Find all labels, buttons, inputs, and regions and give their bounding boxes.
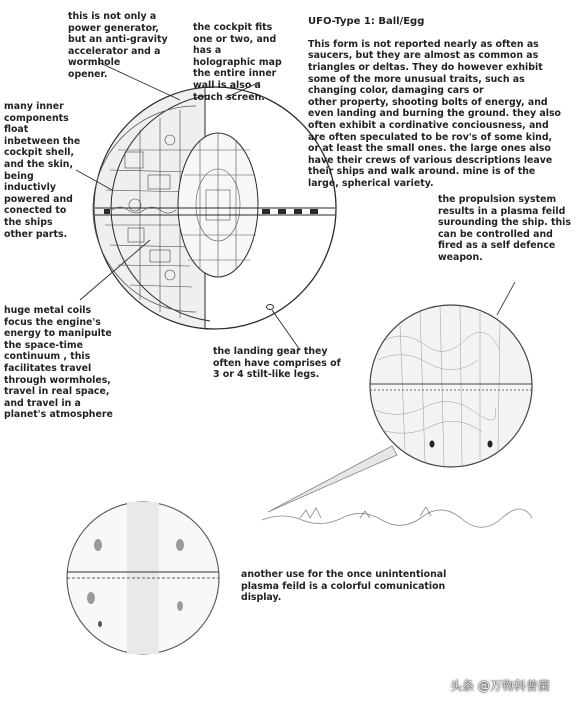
propulsion-note: the propulsion system results in a plasma feild surounding the ship. this can be controlled and fired as a self defence weapon.	[438, 194, 571, 263]
components-note: many inner components float inbetween the cockpit shell, and the skin, being inductivly powered and conected to the ships other parts.	[4, 101, 81, 240]
generator-note: this is not only a power generator, but an anti-gravity accelerator and a wormhole opener.	[68, 11, 168, 80]
display-note: another use for the once unintentional plasma feild is a colorful comunication display.	[241, 569, 447, 604]
coils-note: huge metal coils focus the engine's energy to manipulte the space-time continuum , this facilitates travel through wormholes, travel in real space, and travel in a planet's atmosphere	[4, 305, 113, 421]
display-sphere	[67, 502, 219, 654]
watermark: 头条 @万物科普菌	[450, 679, 550, 693]
plasma-field-sphere	[370, 305, 532, 467]
ufo-body: This form is not reported nearly as often as saucers, but they are almost as common as triangles or deltas. They do however exhibit some of the more unusual traits, such as changing color, damaging cars or other property, shooting bolts of energy, and even landing and burning the ground. they also often exhibit a cordinative conciousness, and are often speculated to be rov's of some kind, or at least the small ones. the large ones also have their crews of various descriptions leave their ships and walk around. mine is of the large, spherical variety.	[308, 38, 561, 189]
landing-gear-note: the landing gear they often have comprises of 3 or 4 stilt-like legs.	[213, 346, 341, 381]
ufo-description	[308, 4, 588, 190]
cockpit-note: the cockpit fits one or two, and has a holographic map the entire inner wall is also a touch screen.	[193, 22, 282, 103]
cutaway-sphere	[93, 87, 336, 329]
plasma-beam	[268, 446, 397, 512]
ufo-title: UFO-Type 1: Ball/Egg	[308, 15, 425, 27]
ground-line	[262, 509, 532, 527]
